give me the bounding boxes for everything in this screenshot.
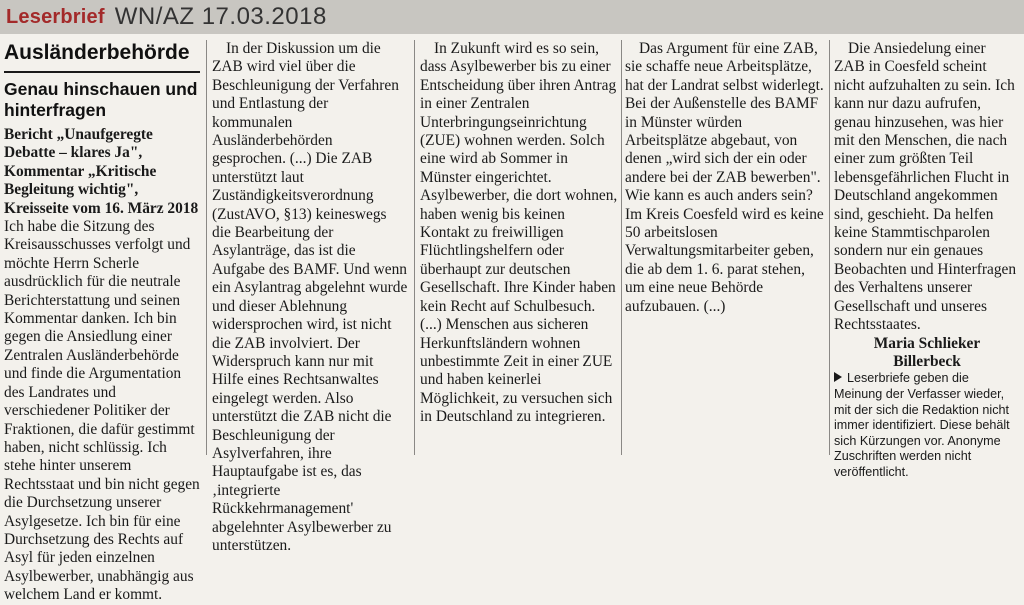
article-flow (420, 40, 618, 427)
column-2 (212, 40, 408, 554)
column-divider (414, 40, 415, 455)
column-5 (834, 40, 1020, 479)
article-flow (212, 40, 408, 555)
column-divider (829, 40, 830, 455)
column-divider (206, 40, 207, 455)
body-paragraph: In Zukunft wird es so sein, dass Asylbewerber bis zu einer Entscheidung über ihren Antrag in einer Zentralen Unterbringungseinrichtung (ZUE) wohnen werden. Solch eine wird ab Sommer in Münster eingerichtet. Asylbewerber, die dort wohnen, haben wenig bis keinen Kontakt zu freiwilligen Flüchtlingshelfern oder überhaupt zur deutschen Gesellschaft. Ihre Kinder haben kein Recht auf Schulbesuch. (...) Menschen aus sicheren Herkunftsländern wohnen unbestimmte Zeit in einer ZUE und haben keinerlei Möglichkeit, zu versuchen sich in Deutschland zu integrieren. (420, 40, 618, 426)
reference-line: Bericht „Unaufgeregte Debatte – klares Ja", Kommentar „Kritische Begleitung wichtig", Kreisseite vom 16. März 2018 (4, 126, 199, 217)
author-name: Maria Schlieker (873, 334, 981, 352)
body-paragraph: Ich habe die Sitzung des Kreisausschusses verfolgt und möchte Herrn Scherle ausdrücklich für die neutrale Berichterstattung und seinen Kommentar danken. Ich bin gegen die Ansiedlung einer Zentralen Ausländerbehörde und finde die Argumentation des Landrates und verschiedener Politiker der Fraktionen, die dafür gestimmt haben, nicht schlüssig. Ich stehe hinter unserem Rechtsstaat und bin nicht gegen die Durchsetzung unserer Asylgesetze. Ich bin für eine Durchsetzung des Rechts auf Asyl für jeden einzelnen Asylbewerber, unabhängig aus welchem Land er kommt. (4, 218, 200, 604)
article-headline: Ausländerbehörde (4, 41, 190, 64)
source-date: WN/AZ 17.03.2018 (114, 3, 327, 30)
column-divider (621, 40, 622, 455)
article-flow (4, 126, 200, 605)
section-tag: Leserbrief (6, 5, 105, 28)
body-paragraph: Das Argument für eine ZAB, sie schaffe neue Arbeitsplätze, hat der Landrat selbst widerlegt. Bei der Außenstelle des BAMF in Münster würden Arbeitsplätze abgebaut, von denen „wird sich der ein oder andere bei der ZAB bewerben". Wie kann es auch anders sein? Im Kreis Coesfeld wird es keine 50 arbeitslosen Verwaltungsmitarbeiter geben, die ab dem 1. 6. parat stehen, um eine neue Behörde aufzubauen. (...) (625, 40, 824, 315)
article-subheadline: Genau hinschauen und hinterfragen (4, 79, 198, 120)
column-4 (625, 40, 825, 455)
body-paragraph: Die Ansiedelung einer ZAB in Coesfeld scheint nicht aufzuhalten zu sein. Ich kann nur dazu aufrufen, genau hinzusehen, was hier mit den Menschen, die nach einer zum größten Teil lebensgefährlichen Flucht in Deutschland angekommen sind, geschieht. Da helfen keine Stammtischparolen sondern nur ein genaues Beobachten und Hinterfragen des Verhaltens unserer Gesellschaft und unseres Rechtsstaates. (834, 40, 1017, 334)
author-city: Billerbeck (893, 352, 961, 370)
body-paragraph: In der Diskussion um die ZAB wird viel über die Beschleunigung der Verfahren und Entlastung der kommunalen Ausländerbehörden gesprochen. (...) Die ZAB unterstützt laut Zuständigkeitsverordnung (ZustAVO, §13) keineswegs die Bearbeitung der Asylanträge, das ist die Aufgabe des BAMF. Und wenn ein Asylantrag abgelehnt wurde und dieser Ablehnung widersprochen wird, ist nicht die ZAB involviert. Der Widerspruch kann nur mit Hilfe eines Rechtsanwaltes eingelegt werden. Also unterstützt die ZAB nicht die Beschleunigung der Asylverfahren, ihre Hauptaufgabe ist es, das ‚integrierte Rückkehrmanagement' abgelehnter Asylbewerber zu unterstützen. (212, 40, 408, 554)
headline-rule (4, 71, 200, 73)
clipping-header (0, 0, 1024, 34)
triangle-right-icon (834, 372, 842, 382)
article-flow (625, 40, 825, 316)
disclaimer-text: Leserbriefe geben die Meinung der Verfasser wieder, mit der sich die Redaktion nicht immer identifiziert. Diese behält sich Kürzungen vor. Anonyme Zuschriften werden nicht veröffentlicht. (834, 371, 1010, 479)
column-3 (420, 40, 618, 455)
column-1 (4, 40, 200, 604)
editorial-disclaimer (834, 371, 1020, 480)
